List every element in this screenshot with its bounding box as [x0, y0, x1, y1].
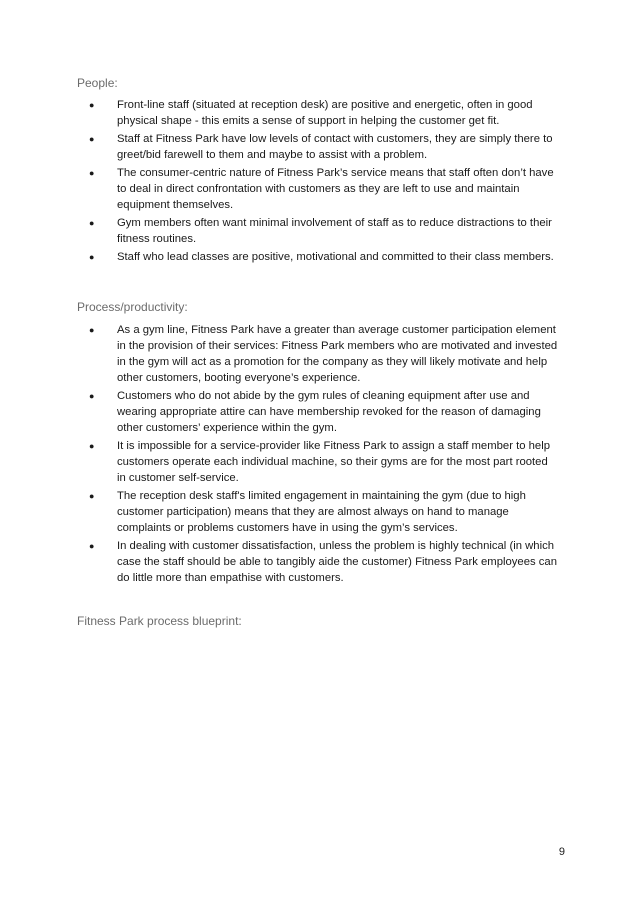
list-item	[89, 215, 559, 247]
list-item	[89, 388, 559, 436]
list-item-text: It is impossible for a service-provider like Fitness Park to assign a staff member to help customers operate each individual machine, so their gyms are for the most part rooted in customer self-service.	[117, 440, 551, 484]
bullet-icon: ●	[89, 325, 95, 335]
list-item-text: Staff who lead classes are positive, motivational and committed to their class members.	[117, 251, 554, 263]
bullet-icon: ●	[89, 252, 95, 262]
blueprint-heading: Fitness Park process blueprint:	[77, 614, 242, 628]
process-list	[89, 322, 559, 588]
list-item-text: Gym members often want minimal involvement of staff as to reduce distractions to their fitness routines.	[117, 217, 552, 245]
page-number: 9	[558, 846, 565, 858]
process-heading: Process/productivity:	[77, 300, 188, 314]
list-item-text: In dealing with customer dissatisfaction, unless the problem is highly technical (in which case the staff should be able to tangibly aide the customer) Fitness Park employees can do little more than empathise with customers.	[117, 540, 557, 584]
list-item	[89, 97, 559, 129]
list-item-text: The consumer-centric nature of Fitness Park’s service means that staff often don’t have to deal in direct confrontation with customers as they are left to use and maintain equipment themselves.	[117, 167, 554, 211]
people-list	[89, 97, 559, 267]
list-item	[89, 131, 559, 163]
list-item	[89, 249, 559, 265]
list-item	[89, 322, 559, 386]
bullet-icon: ●	[89, 100, 95, 110]
bullet-icon: ●	[89, 491, 95, 501]
list-item-text: Front-line staff (situated at reception desk) are positive and energetic, often in good physical shape - this emits a sense of support in helping the customer get fit.	[117, 99, 533, 127]
list-item-text: Staff at Fitness Park have low levels of contact with customers, they are simply there to greet/bid farewell to them and maybe to assist with a problem.	[117, 133, 553, 161]
list-item-text: Customers who do not abide by the gym rules of cleaning equipment after use and wearing appropriate attire can have membership revoked for the reason of damaging other customers’ experience within the gym.	[117, 390, 541, 434]
bullet-icon: ●	[89, 541, 95, 551]
bullet-icon: ●	[89, 391, 95, 401]
list-item-text: The reception desk staff's limited engagement in maintaining the gym (due to high customer participation) means that they are almost always on hand to manage complaints or problems customers have in using the gym’s services.	[117, 490, 526, 534]
list-item	[89, 438, 559, 486]
list-item-text: As a gym line, Fitness Park have a greater than average customer participation element in the provision of their services: Fitness Park members who are motivated and invested in the gym will act as a promotion for the company as they will likely motivate and help other customers, booting everyone’s experience.	[117, 324, 558, 384]
people-heading: People:	[77, 76, 118, 90]
list-item	[89, 488, 559, 536]
bullet-icon: ●	[89, 441, 95, 451]
bullet-icon: ●	[89, 168, 95, 178]
list-item	[89, 538, 559, 586]
list-item	[89, 165, 559, 213]
bullet-icon: ●	[89, 134, 95, 144]
bullet-icon: ●	[89, 218, 95, 228]
